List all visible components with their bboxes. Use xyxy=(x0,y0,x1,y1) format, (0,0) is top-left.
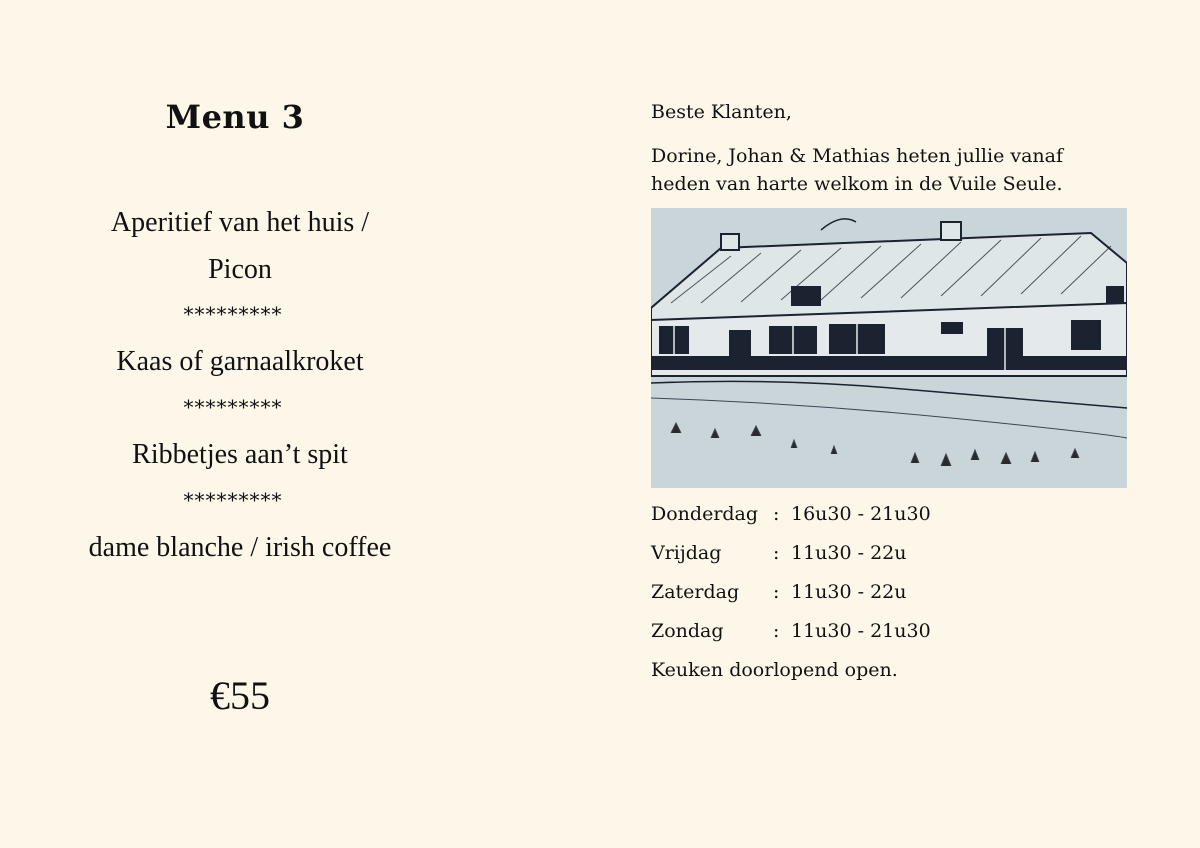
hours-row-sunday xyxy=(651,620,931,642)
hours-time: 11u30 - 21u30 xyxy=(791,620,931,642)
hours-row-thursday xyxy=(651,503,931,525)
hours-row-saturday xyxy=(651,581,907,603)
course-main: Ribbetjes aan’t spit xyxy=(132,439,348,470)
menu-title: Menu 3 xyxy=(165,98,305,136)
info-panel xyxy=(651,0,1151,848)
hours-time: 11u30 - 22u xyxy=(791,581,907,603)
separator: ********* xyxy=(183,395,283,419)
hours-day: Donderdag xyxy=(651,503,759,525)
hours-day: Vrijdag xyxy=(651,542,722,564)
hours-separator: : xyxy=(773,503,780,525)
hours-separator: : xyxy=(773,542,780,564)
greeting: Beste Klanten, xyxy=(651,101,792,123)
hours-time: 16u30 - 21u30 xyxy=(791,503,931,525)
separator: ********* xyxy=(183,488,283,512)
welcome-message xyxy=(651,142,1111,198)
course-starter: Kaas of garnaalkroket xyxy=(116,346,364,377)
hours-separator: : xyxy=(773,581,780,603)
hours-row-friday xyxy=(651,542,907,564)
hours-separator: : xyxy=(773,620,780,642)
kitchen-note: Keuken doorlopend open. xyxy=(651,659,898,681)
course-dessert: dame blanche / irish coffee xyxy=(88,532,392,563)
hours-day: Zondag xyxy=(651,620,724,642)
separator: ********* xyxy=(183,302,283,326)
hours-day: Zaterdag xyxy=(651,581,740,603)
hours-time: 11u30 - 22u xyxy=(791,542,907,564)
welcome-line-1: Dorine, Johan & Mathias heten jullie vanaf xyxy=(651,145,1064,167)
welcome-line-2: heden van harte welkom in de Vuile Seule. xyxy=(651,173,1063,195)
course-aperitif: Aperitief van het huis / xyxy=(110,207,370,238)
course-aperitif-alt: Picon xyxy=(208,254,272,285)
farmhouse-sketch-image xyxy=(651,208,1127,488)
farmhouse-sketch-icon xyxy=(651,208,1127,488)
menu-panel xyxy=(40,0,440,848)
menu-price: €55 xyxy=(210,673,270,718)
